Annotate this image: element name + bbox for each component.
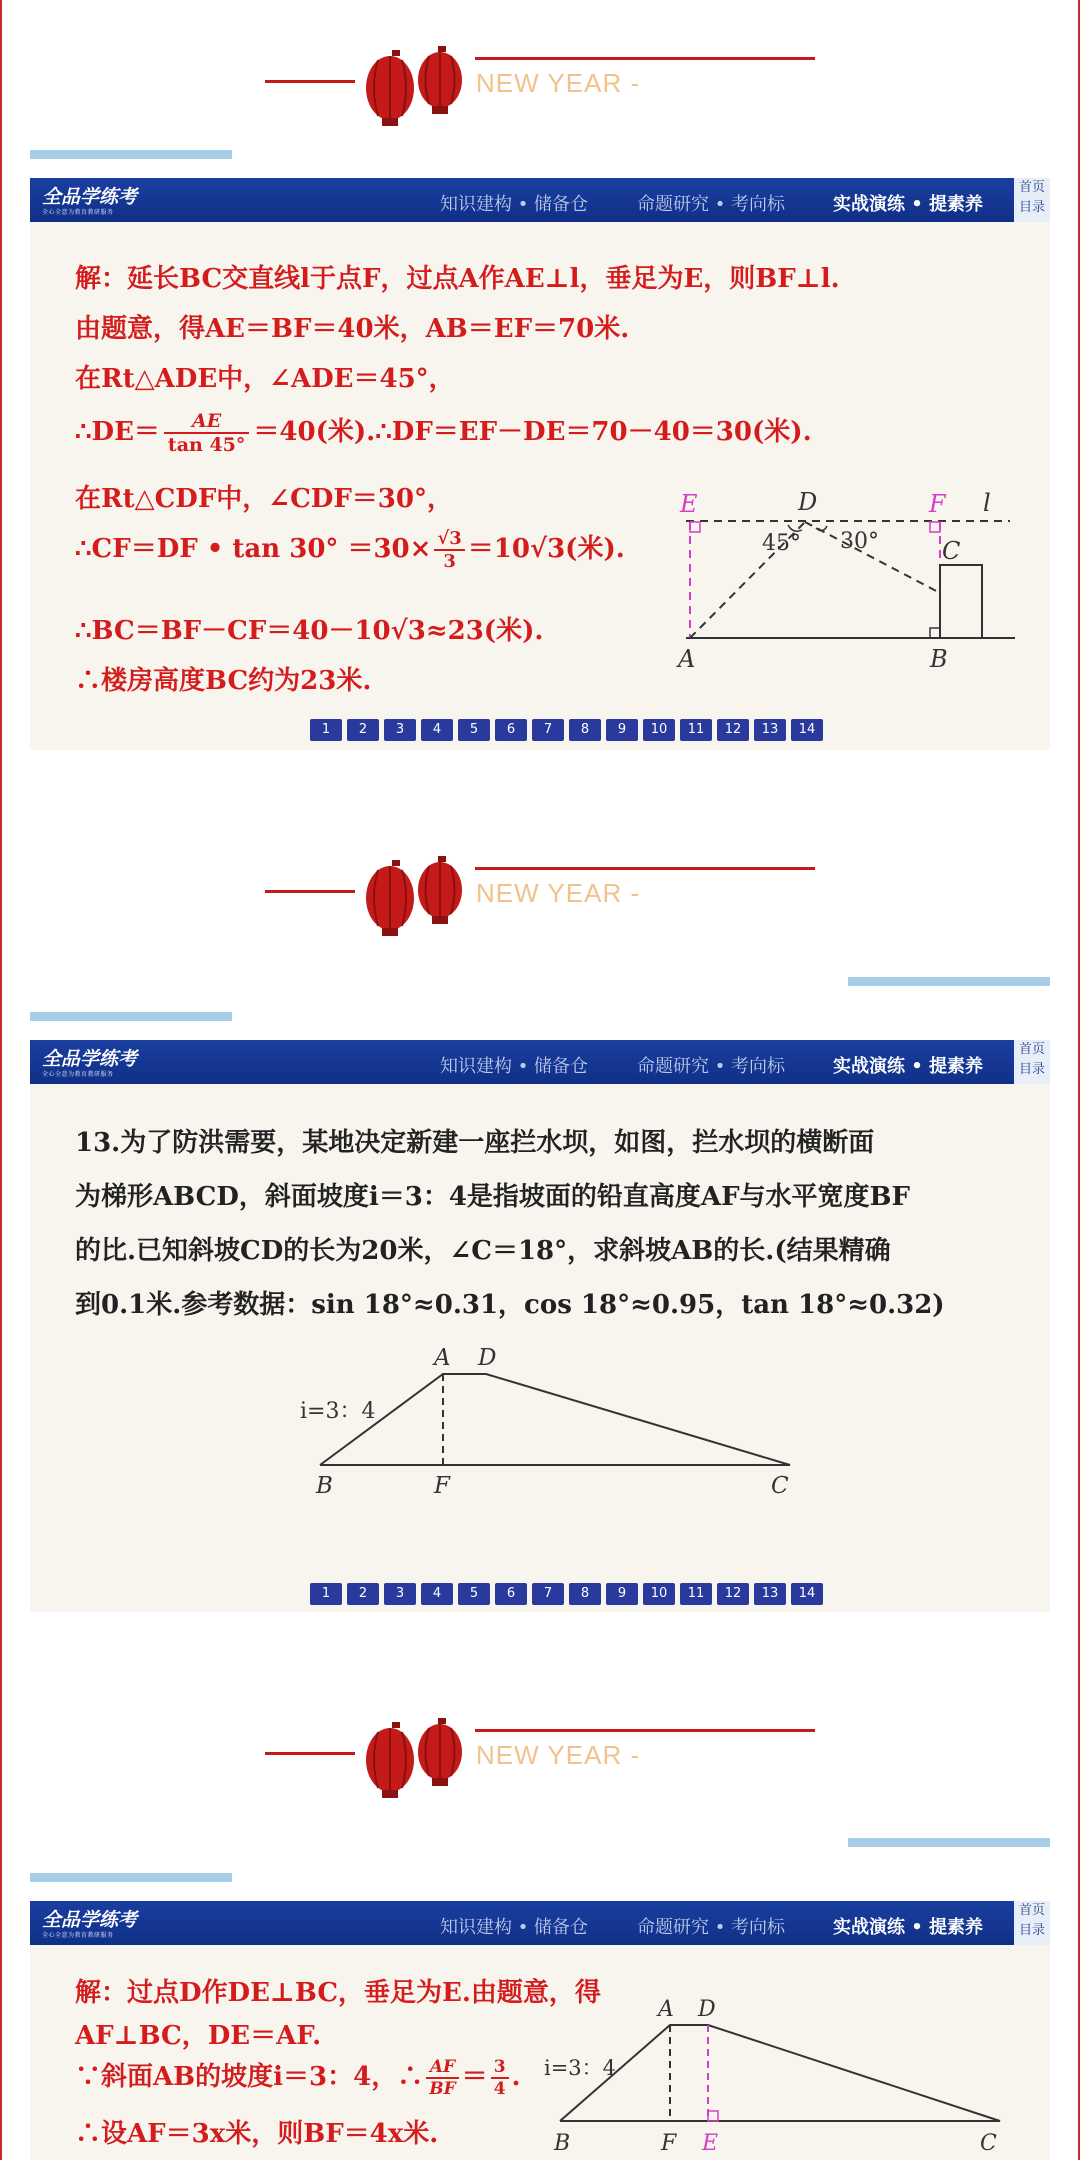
dam-figure <box>300 1340 820 1540</box>
label-E: E <box>702 2131 719 2156</box>
solution-line-5: 在Rt△CDF中，∠CDF＝30°， <box>75 484 453 514</box>
catalog-label: 目录 <box>1018 1923 1045 1938</box>
lantern-icon <box>362 44 482 128</box>
line4-start: ∴DE＝ <box>75 417 160 447</box>
label-A: A <box>678 645 696 673</box>
label-F: F <box>661 2131 677 2156</box>
page-5[interactable]: 5 <box>458 1583 490 1605</box>
fraction <box>491 2057 509 2099</box>
label-B: B <box>316 1473 333 1499</box>
angle-45: 45° <box>762 531 801 556</box>
label-C: C <box>980 2131 997 2156</box>
problem-line-3: 的比.已知斜坡CD的长为20米，∠C＝18°，求斜坡AB的长.(结果精确 <box>75 1236 891 1266</box>
page-12[interactable]: 12 <box>717 1583 749 1605</box>
label-B: B <box>554 2131 571 2156</box>
page-11[interactable]: 11 <box>680 1583 712 1605</box>
page-1[interactable]: 1 <box>310 1583 342 1605</box>
page-1[interactable]: 1 <box>310 719 342 741</box>
solution-line-2: AF⊥BC，DE＝AF. <box>75 2021 322 2051</box>
page-9[interactable]: 9 <box>606 1583 638 1605</box>
fraction-numerator: AF <box>426 2057 458 2079</box>
page-12[interactable]: 12 <box>717 719 749 741</box>
problem-line-1: 13.为了防洪需要，某地决定新建一座拦水坝，如图，拦水坝的横断面 <box>75 1128 875 1158</box>
home-label: 首页 <box>1018 180 1045 195</box>
logo-subtitle: 全心全意为教育教研服务 <box>42 209 114 216</box>
fraction <box>426 2057 458 2099</box>
nav-knowledge[interactable]: 知识建构 • 储备仓 <box>440 194 589 215</box>
page-11[interactable]: 11 <box>680 719 712 741</box>
label-D: D <box>478 1345 497 1371</box>
fraction-numerator: √3 <box>434 528 464 551</box>
page-13[interactable]: 13 <box>754 1583 786 1605</box>
catalog-label: 目录 <box>1018 1062 1045 1077</box>
page-6[interactable]: 6 <box>495 719 527 741</box>
fraction-denominator: BF <box>429 2079 456 2099</box>
solution-line-3 <box>75 2056 521 2099</box>
lantern-icon <box>362 854 482 938</box>
page-10[interactable]: 10 <box>643 719 675 741</box>
header-line <box>265 1752 355 1755</box>
home-catalog-button[interactable] <box>1014 1040 1050 1084</box>
label-B: B <box>930 645 948 673</box>
page-8[interactable]: 8 <box>569 719 601 741</box>
nav-knowledge[interactable]: 知识建构 • 储备仓 <box>440 1056 589 1077</box>
nav-knowledge[interactable]: 知识建构 • 储备仓 <box>440 1917 589 1938</box>
building-figure <box>650 478 1030 688</box>
fraction-numerator: AE <box>164 410 249 434</box>
accent-bar <box>30 1012 232 1021</box>
solution-line-8: ∴楼房高度BC约为23米. <box>75 666 372 696</box>
fraction-denominator: tan 45° <box>167 434 246 456</box>
header-line <box>475 1729 815 1732</box>
page-4[interactable]: 4 <box>421 1583 453 1605</box>
slide-solution-12 <box>30 178 1050 750</box>
solution-line-2: 由题意，得AE＝BF＝40米，AB＝EF＝70米. <box>75 314 630 344</box>
problem-line-2: 为梯形ABCD，斜面坡度i＝3：4是指坡面的铅直高度AF与水平宽度BF <box>75 1182 910 1212</box>
page-7[interactable]: 7 <box>532 1583 564 1605</box>
page-14[interactable]: 14 <box>791 719 823 741</box>
solution-line-1: 解：过点D作DE⊥BC，垂足为E.由题意，得 <box>75 1978 601 2008</box>
slide-solution-13 <box>30 1901 1050 2160</box>
nav-research[interactable]: 命题研究 • 考向标 <box>637 194 786 215</box>
line6-end: ＝10√3(米). <box>467 534 625 564</box>
logo: 全品学练考 <box>42 1909 138 1931</box>
label-A: A <box>434 1345 451 1371</box>
accent-bar <box>30 150 232 159</box>
page-10[interactable]: 10 <box>643 1583 675 1605</box>
page-2[interactable]: 2 <box>347 719 379 741</box>
left-border <box>0 0 2 2160</box>
logo: 全品学练考 <box>42 186 138 208</box>
slide-header <box>30 1901 1050 1945</box>
header-line <box>475 57 815 60</box>
new-year-header <box>0 40 1080 150</box>
page-9[interactable]: 9 <box>606 719 638 741</box>
solution-line-1: 解：延长BC交直线l于点F，过点A作AE⊥l，垂足为E，则BF⊥l. <box>75 264 840 294</box>
solution-line-4: ∴设AF＝3x米，则BF＝4x米. <box>75 2119 439 2149</box>
nav-research[interactable]: 命题研究 • 考向标 <box>637 1056 786 1077</box>
fraction <box>164 410 249 456</box>
lantern-icon <box>362 1716 482 1800</box>
line4-end: ＝40(米).∴DF＝EF－DE＝70－40＝30(米). <box>253 417 812 447</box>
new-year-header <box>0 1712 1080 1822</box>
home-catalog-button[interactable] <box>1014 178 1050 222</box>
logo: 全品学练考 <box>42 1048 138 1070</box>
label-l: l <box>983 489 991 517</box>
page-3[interactable]: 3 <box>384 1583 416 1605</box>
logo-subtitle: 全心全意为教育教研服务 <box>42 1932 114 1939</box>
slope-ratio: i=3：4 <box>544 2056 617 2080</box>
accent-bar <box>848 1838 1050 1847</box>
line3-start: ∵斜面AB的坡度i＝3：4，∴ <box>75 2062 424 2092</box>
fraction-numerator: 3 <box>491 2057 509 2079</box>
solution-line-3: 在Rt△ADE中，∠ADE＝45°， <box>75 364 455 394</box>
header-line <box>265 890 355 893</box>
solution-line-7: ∴BC＝BF－CF＝40－10√3≈23(米). <box>75 616 544 646</box>
solution-line-4 <box>75 410 812 456</box>
solution-line-6 <box>75 528 625 572</box>
accent-bar <box>30 1873 232 1882</box>
label-A: A <box>658 1997 674 2022</box>
dam-figure-with-height <box>540 1991 1040 2160</box>
page-2[interactable]: 2 <box>347 1583 379 1605</box>
home-catalog-button[interactable] <box>1014 1901 1050 1945</box>
line6-start: ∴CF＝DF • tan 30° ＝30× <box>75 534 432 564</box>
line3-end: . <box>511 2062 521 2092</box>
page-7[interactable]: 7 <box>532 719 564 741</box>
slide-problem-13 <box>30 1040 1050 1612</box>
nav-research[interactable]: 命题研究 • 考向标 <box>637 1917 786 1938</box>
page-13[interactable]: 13 <box>754 719 786 741</box>
label-C: C <box>771 1473 789 1499</box>
new-year-text: NEW YEAR - <box>476 1740 641 1770</box>
label-D: D <box>698 1997 716 2022</box>
new-year-header <box>0 850 1080 960</box>
angle-30: 30° <box>840 529 879 554</box>
problem-line-4: 到0.1米.参考数据：sin 18°≈0.31，cos 18°≈0.95，tan 18°≈0.32) <box>75 1290 945 1320</box>
page-6[interactable]: 6 <box>495 1583 527 1605</box>
home-label: 首页 <box>1018 1903 1045 1918</box>
logo-subtitle: 全心全意为教育教研服务 <box>42 1071 114 1078</box>
nav-practice[interactable]: 实战演练 • 提素养 <box>833 1056 984 1077</box>
page-4[interactable]: 4 <box>421 719 453 741</box>
new-year-text: NEW YEAR - <box>476 878 641 908</box>
equals: ＝ <box>461 2062 488 2092</box>
nav-practice[interactable]: 实战演练 • 提素养 <box>833 1917 984 1938</box>
slide-header <box>30 178 1050 222</box>
header-line <box>475 867 815 870</box>
label-E: E <box>680 490 698 518</box>
page-5[interactable]: 5 <box>458 719 490 741</box>
page-3[interactable]: 3 <box>384 719 416 741</box>
page-14[interactable]: 14 <box>791 1583 823 1605</box>
label-D: D <box>798 488 818 516</box>
catalog-label: 目录 <box>1018 200 1045 215</box>
fraction-denominator: 4 <box>493 2079 506 2099</box>
label-C: C <box>942 537 961 565</box>
slope-ratio: i=3：4 <box>300 1399 376 1424</box>
label-F: F <box>434 1473 450 1499</box>
label-F: F <box>929 490 946 518</box>
fraction-denominator: 3 <box>443 551 456 572</box>
nav-practice[interactable]: 实战演练 • 提素养 <box>833 194 984 215</box>
new-year-text: NEW YEAR - <box>476 68 641 98</box>
fraction <box>434 528 464 572</box>
header-line <box>265 80 355 83</box>
accent-bar <box>848 977 1050 986</box>
slide-header <box>30 1040 1050 1084</box>
home-label: 首页 <box>1018 1042 1045 1057</box>
page-8[interactable]: 8 <box>569 1583 601 1605</box>
